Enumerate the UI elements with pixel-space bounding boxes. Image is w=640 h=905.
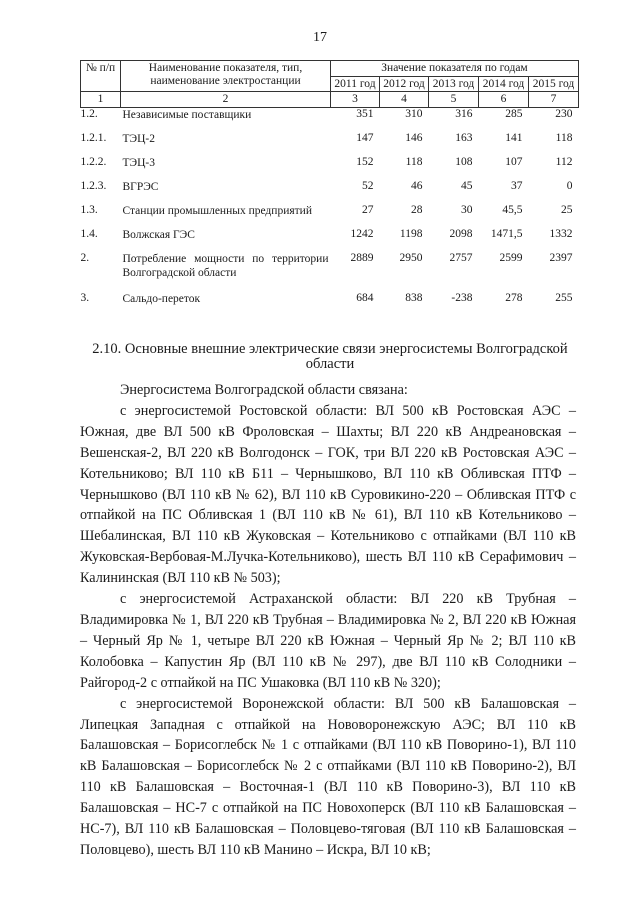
header-year: 2012 год bbox=[380, 76, 429, 92]
table-row bbox=[81, 180, 579, 204]
row-value: 1198 bbox=[399, 227, 423, 240]
row-value: 27 bbox=[362, 203, 374, 216]
row-value: 30 bbox=[461, 203, 473, 216]
row-value: 310 bbox=[405, 107, 423, 120]
table-row bbox=[81, 228, 579, 252]
row-number: 1.2. bbox=[80, 107, 98, 120]
header-name: Наименование показателя, тип, наименование электростанции bbox=[121, 61, 331, 92]
row-name: ТЭЦ-2 bbox=[122, 132, 156, 145]
header-index: 7 bbox=[529, 92, 579, 108]
row-value: 230 bbox=[555, 107, 573, 120]
row-number: 1.3. bbox=[80, 203, 98, 216]
row-value: 37 bbox=[511, 179, 523, 192]
paragraph: Энергосистема Волгоградской области связана: bbox=[120, 382, 408, 398]
row-value: -238 bbox=[451, 291, 473, 304]
row-value: 285 bbox=[505, 107, 523, 120]
row-value: 108 bbox=[455, 155, 473, 168]
row-value: 684 bbox=[356, 291, 374, 304]
row-value: 118 bbox=[405, 155, 423, 168]
row-value: 146 bbox=[405, 131, 423, 144]
header-index: 2 bbox=[121, 92, 331, 108]
indicators-table bbox=[80, 60, 579, 316]
table-body bbox=[81, 107, 579, 316]
row-value: 163 bbox=[455, 131, 473, 144]
page-number: 17 bbox=[313, 30, 327, 45]
table-header-row bbox=[81, 61, 579, 77]
row-value: 1471,5 bbox=[490, 227, 523, 240]
row-value: 2889 bbox=[350, 251, 374, 264]
row-value: 0 bbox=[566, 179, 573, 192]
row-value: 2950 bbox=[399, 251, 423, 264]
header-index: 3 bbox=[331, 92, 380, 108]
table-row bbox=[81, 156, 579, 180]
row-number: 1.2.3. bbox=[80, 179, 107, 192]
body-text bbox=[80, 380, 576, 861]
row-value: 118 bbox=[555, 131, 573, 144]
table-row bbox=[81, 132, 579, 156]
header-index: 1 bbox=[81, 92, 121, 108]
row-value: 52 bbox=[362, 179, 374, 192]
row-number: 1.4. bbox=[80, 227, 98, 240]
row-value: 112 bbox=[555, 155, 573, 168]
row-value: 141 bbox=[505, 131, 523, 144]
header-year: 2013 год bbox=[429, 76, 479, 92]
header-year: 2015 год bbox=[529, 76, 579, 92]
header-year: 2011 год bbox=[331, 76, 380, 92]
row-name: Волжская ГЭС bbox=[122, 228, 195, 241]
table-row bbox=[81, 204, 579, 228]
paragraph: с энергосистемой Воронежской области: ВЛ 500 кВ Балашовская – Липецкая Западная с отпайкой на Нововоронежскую АЭС; ВЛ 110 кВ Балашовская – Борисоглебск № 1 с отпайками (ВЛ 110 кВ Поворино-1), ВЛ 110 кВ Балашовская – Борисоглебск № 2 с отпайками (ВЛ 110 кВ Поворино-2), ВЛ 110 кВ Балашовская – Восточная-1 (ВЛ 110 кВ Поворино-3), ВЛ 110 кВ Балашовская – НС-7 с отпайкой на ПС Новохоперск (ВЛ 110 кВ Балашовская – НС-7), ВЛ 110 кВ Балашовская – Половцево-тяговая (ВЛ 110 кВ Балашовская – Половцево), шесть ВЛ 110 кВ Манино – Искра, ВЛ 10 кВ; bbox=[80, 695, 576, 858]
row-name: ВГРЭС bbox=[122, 180, 159, 193]
row-name: Станции промышленных предприятий bbox=[122, 204, 312, 217]
row-value: 2098 bbox=[449, 227, 473, 240]
header-year: 2014 год bbox=[479, 76, 529, 92]
row-value: 2397 bbox=[549, 251, 573, 264]
section-heading: 2.10. Основные внешние электрические связи энергосистемы Волгоградской области bbox=[92, 341, 568, 372]
header-index: 4 bbox=[380, 92, 429, 108]
header-number: № п/п bbox=[81, 61, 121, 92]
row-value: 1242 bbox=[350, 227, 374, 240]
row-value: 255 bbox=[555, 291, 573, 304]
row-name: ТЭЦ-3 bbox=[122, 156, 156, 169]
row-number: 1.2.2. bbox=[80, 155, 107, 168]
table-row bbox=[81, 292, 579, 316]
paragraph: с энергосистемой Астраханской области: ВЛ 220 кВ Трубная – Владимировка № 1, ВЛ 220 кВ Трубная – Владимировка № 2, ВЛ 220 кВ Южная – Черный Яр № 1, четыре ВЛ 220 кВ Южная – Черный Яр № 2; ВЛ 110 кВ Колобовка – Капустин Яр (ВЛ 110 кВ № 297), две ВЛ 110 кВ Солодники – Райгород-2 с отпайкой на ПС Ушаковка (ВЛ 110 кВ № 320); bbox=[80, 591, 576, 691]
row-name: Независимые поставщики bbox=[122, 108, 252, 121]
header-values-group: Значение показателя по годам bbox=[331, 61, 579, 77]
row-value: 838 bbox=[405, 291, 423, 304]
row-value: 28 bbox=[411, 203, 423, 216]
row-value: 46 bbox=[411, 179, 423, 192]
header-index: 5 bbox=[429, 92, 479, 108]
row-name: Потребление мощности по территории Волгоградской области bbox=[122, 252, 329, 280]
table-row bbox=[81, 252, 579, 292]
row-value: 152 bbox=[356, 155, 374, 168]
row-value: 107 bbox=[505, 155, 523, 168]
table-row bbox=[81, 107, 579, 132]
row-value: 278 bbox=[505, 291, 523, 304]
row-value: 147 bbox=[356, 131, 374, 144]
header-index: 6 bbox=[479, 92, 529, 108]
row-number: 3. bbox=[80, 291, 90, 304]
row-value: 351 bbox=[356, 107, 374, 120]
row-value: 316 bbox=[455, 107, 473, 120]
paragraph: с энергосистемой Ростовской области: ВЛ 500 кВ Ростовская АЭС – Южная, две ВЛ 500 кВ Фроловская – Шахты; ВЛ 220 кВ Андреановская – Вешенская-2, ВЛ 220 кВ Волгодонск – ГОК, три ВЛ 220 кВ Ростовская АЭС – Котельниково; ВЛ 110 кВ Б11 – Чернышково, ВЛ 110 кВ Обливская ПТФ – Чернышково (ВЛ 110 кВ № 62), ВЛ 110 кВ Суровикино-220 – Обливская ПТФ с отпайкой на ПС Обливская 1 (ВЛ 110 кВ № 61), ВЛ 110 кВ Котельниково – Шебалинская, ВЛ 110 кВ Жуковская – Котельниково с отпайками (ВЛ 110 кВ Жуковская-Вербовая-М.Лучка-Котельниково), шесть ВЛ 110 кВ Серафимович – Калининская (ВЛ 110 кВ № 503); bbox=[80, 402, 576, 587]
row-value: 45,5 bbox=[502, 203, 523, 216]
row-number: 2. bbox=[80, 251, 90, 264]
row-value: 25 bbox=[561, 203, 573, 216]
row-value: 1332 bbox=[549, 227, 573, 240]
table-index-row bbox=[81, 92, 579, 108]
row-number: 1.2.1. bbox=[80, 131, 107, 144]
row-value: 2757 bbox=[449, 251, 473, 264]
row-name: Сальдо-переток bbox=[122, 292, 201, 305]
row-value: 2599 bbox=[499, 251, 523, 264]
row-value: 45 bbox=[461, 179, 473, 192]
